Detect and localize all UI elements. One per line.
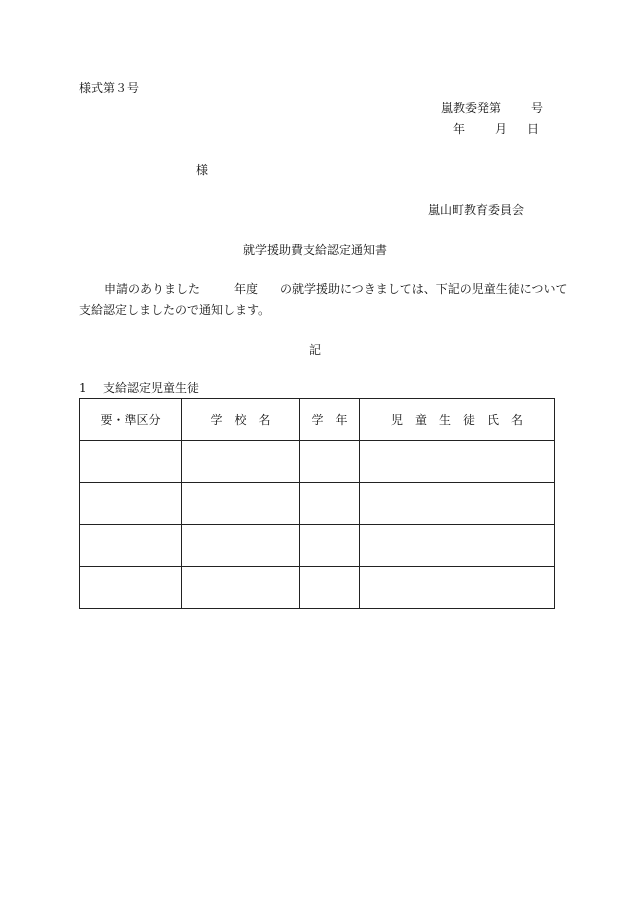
cell-grade bbox=[300, 567, 360, 609]
cell-grade bbox=[300, 483, 360, 525]
cell-category bbox=[80, 483, 182, 525]
children-table bbox=[79, 398, 555, 609]
date-year-label: 年 bbox=[453, 122, 466, 136]
form-number: 様式第３号 bbox=[79, 81, 140, 95]
body-text-line-2: 支給認定しましたので通知します。 bbox=[79, 303, 271, 317]
document-number-suffix: 号 bbox=[531, 101, 544, 115]
body-text-part-3: の就学援助につきましては、下記の児童生徒について bbox=[280, 282, 568, 296]
section-number: 1 bbox=[79, 381, 87, 395]
cell-student-name bbox=[360, 483, 555, 525]
issuer-name: 嵐山町教育委員会 bbox=[428, 203, 525, 217]
table-row bbox=[80, 567, 555, 609]
document-number bbox=[441, 102, 543, 114]
cell-student-name bbox=[360, 441, 555, 483]
document-number-prefix: 嵐教委発第 bbox=[441, 101, 502, 115]
ki-heading: 記 bbox=[308, 343, 321, 357]
body-text-line-1 bbox=[104, 283, 568, 295]
table-header-row bbox=[80, 399, 555, 441]
cell-grade bbox=[300, 525, 360, 567]
cell-school-name bbox=[182, 525, 300, 567]
date-day-label: 日 bbox=[527, 122, 540, 136]
cell-category bbox=[80, 441, 182, 483]
table-row bbox=[80, 525, 555, 567]
cell-student-name bbox=[360, 525, 555, 567]
cell-category bbox=[80, 567, 182, 609]
cell-school-name bbox=[182, 483, 300, 525]
body-text-part-1: 申請のありました bbox=[104, 282, 201, 296]
cell-category bbox=[80, 525, 182, 567]
header-category: 要・準区分 bbox=[80, 399, 182, 441]
body-text-part-2: 年度 bbox=[234, 282, 259, 296]
cell-school-name bbox=[182, 441, 300, 483]
cell-school-name bbox=[182, 567, 300, 609]
cell-student-name bbox=[360, 567, 555, 609]
header-grade: 学 年 bbox=[300, 399, 360, 441]
document-title: 就学援助費支給認定通知書 bbox=[242, 243, 387, 257]
header-student-name: 児 童 生 徒 氏 名 bbox=[360, 399, 555, 441]
date-line bbox=[453, 123, 539, 135]
cell-grade bbox=[300, 441, 360, 483]
table-row bbox=[80, 441, 555, 483]
recipient-honorific: 様 bbox=[196, 163, 209, 177]
table-row bbox=[80, 483, 555, 525]
date-month-label: 月 bbox=[495, 122, 508, 136]
section-heading bbox=[79, 382, 199, 394]
section-title: 支給認定児童生徒 bbox=[103, 381, 200, 395]
header-school-name: 学 校 名 bbox=[182, 399, 300, 441]
